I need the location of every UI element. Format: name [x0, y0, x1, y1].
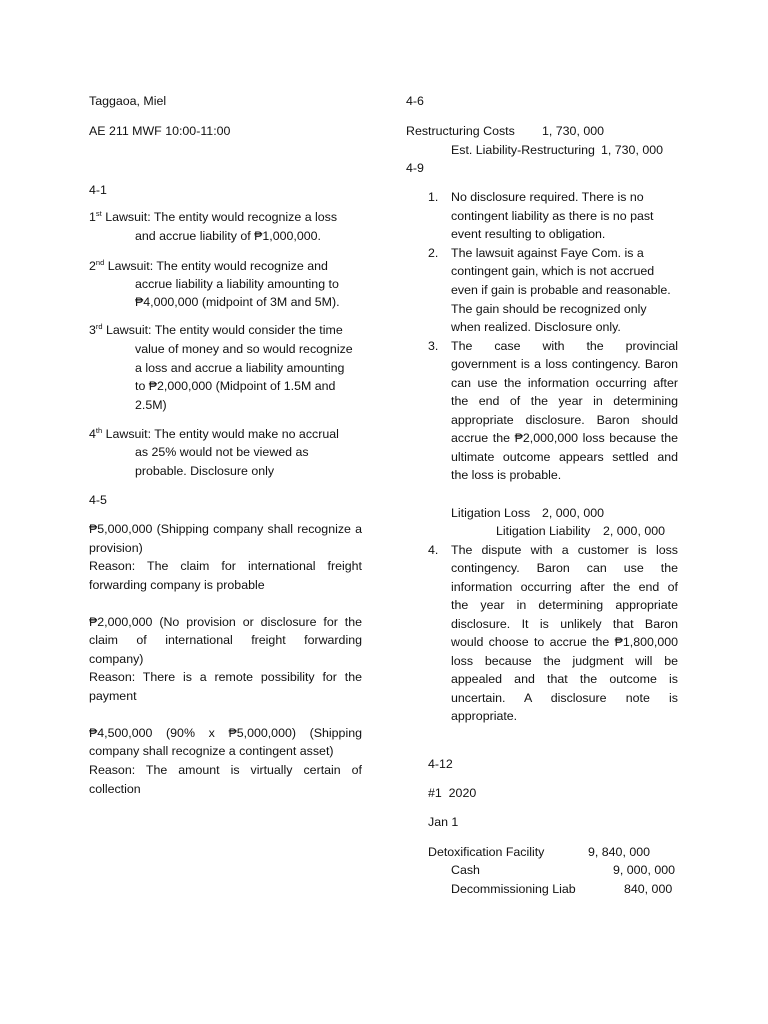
list-number: 3. — [428, 339, 439, 353]
litigation-credit-account: Litigation Liability — [496, 524, 591, 538]
list-item-line: information occurring after the end of — [451, 580, 678, 594]
reason-2-line: Reason: There is a remote possibility for the — [89, 670, 362, 684]
list-item-line: event resulting to obligation. — [451, 227, 606, 241]
liability-credit-account: Decommissioning Liab — [451, 882, 576, 896]
entry-date: Jan 1 — [428, 815, 459, 829]
subheading-year: #1 2020 — [428, 786, 477, 800]
list-item-line: The gain should be recognized only — [451, 302, 647, 316]
litigation-credit-amount: 2, 000, 000 — [603, 524, 666, 538]
heading-4-5: 4-5 — [89, 493, 107, 507]
list-item-line: loss because the judgment will be — [451, 654, 678, 668]
list-item-line: the end of the year in determining — [451, 394, 678, 408]
list-item-line: the year in determining appropriate — [451, 598, 678, 612]
claim-3-line: ₱4,500,000 (90% x ₱5,000,000) (Shipping — [89, 726, 362, 740]
lawsuit-4-cont: as 25% would not be viewed as — [135, 445, 309, 459]
lawsuit-3-cont: 2.5M) — [135, 398, 167, 412]
lawsuit-4-line: 4th Lawsuit: The entity would make no accrual — [89, 426, 339, 441]
journal-credit-account: Est. Liability-Restructuring — [451, 143, 595, 157]
list-item-line: appealed and that the outcome is — [451, 672, 678, 686]
list-item-line: appropriate disclosure. Baron should — [451, 413, 678, 427]
course-schedule: AE 211 MWF 10:00-11:00 — [89, 124, 231, 138]
lawsuit-2-line: 2nd Lawsuit: The entity would recognize and — [89, 258, 328, 273]
lawsuit-3-cont: a loss and accrue a liability amounting — [135, 361, 345, 375]
list-item-line: contingency. Baron can use the — [451, 561, 678, 575]
list-number: 1. — [428, 190, 439, 204]
heading-4-1: 4-1 — [89, 183, 107, 197]
list-item-line: government is a loss contingency. Baron — [451, 357, 678, 371]
lawsuit-1-cont: and accrue liability of ₱1,000,000. — [135, 229, 321, 243]
claim-3-line: company shall recognize a contingent asset) — [89, 744, 334, 758]
litigation-debit-amount: 2, 000, 000 — [542, 506, 605, 520]
list-item-line: even if gain is probable and reasonable. — [451, 283, 671, 297]
list-item-line: uncertain. A disclosure note is — [451, 691, 678, 705]
reason-1-line: forwarding company is probable — [89, 578, 265, 592]
list-item-line: when realized. Disclosure only. — [451, 320, 621, 334]
list-number: 2. — [428, 246, 439, 260]
reason-3-line: collection — [89, 782, 141, 796]
facility-debit-account: Detoxification Facility — [428, 845, 545, 859]
liability-credit-amount: 840, 000 — [624, 882, 673, 896]
list-item-line: contingent liability as there is no past — [451, 209, 654, 223]
facility-debit-amount: 9, 840, 000 — [588, 845, 651, 859]
journal-debit-amount: 1, 730, 000 — [542, 124, 605, 138]
list-item-line: accrue the ₱2,000,000 loss because the — [451, 431, 678, 445]
lawsuit-3-cont: value of money and so would recognize — [135, 342, 353, 356]
lawsuit-2-cont: accrue liability a liability amounting to — [135, 277, 339, 291]
reason-2-line: payment — [89, 689, 137, 703]
lawsuit-1-line: 1st Lawsuit: The entity would recognize a loss — [89, 209, 338, 224]
claim-1-line: ₱5,000,000 (Shipping company shall recognize a — [89, 522, 362, 536]
litigation-debit-account: Litigation Loss — [451, 506, 531, 520]
list-item-line: The lawsuit against Faye Com. is a — [451, 246, 644, 260]
heading-4-9: 4-9 — [406, 161, 424, 175]
heading-4-12: 4-12 — [428, 757, 453, 771]
list-item-line: contingent gain, which is not accrued — [451, 264, 655, 278]
list-item-line: The case with the provincial — [451, 339, 678, 353]
journal-credit-amount: 1, 730, 000 — [601, 143, 664, 157]
list-item-line: the loss is probable. — [451, 468, 562, 482]
claim-2-line: ₱2,000,000 (No provision or disclosure for the — [89, 615, 362, 629]
lawsuit-3-line: 3rd Lawsuit: The entity would consider the time — [89, 322, 343, 337]
list-item-line: appropriate. — [451, 709, 518, 723]
list-item-line: disclosure. It is unlikely that Baron — [451, 617, 678, 631]
claim-2-line: claim of international freight forwarding — [89, 633, 362, 647]
reason-3-line: Reason: The amount is virtually certain of — [89, 763, 362, 777]
list-item-line: would choose to accrue the ₱1,800,000 — [451, 635, 678, 649]
reason-1-line: Reason: The claim for international freight — [89, 559, 362, 573]
heading-4-6: 4-6 — [406, 94, 424, 108]
claim-2-line: company) — [89, 652, 144, 666]
cash-credit-amount: 9, 000, 000 — [613, 863, 676, 877]
list-number: 4. — [428, 543, 439, 557]
list-item-line: The dispute with a customer is loss — [451, 543, 678, 557]
claim-1-line: provision) — [89, 541, 143, 555]
lawsuit-3-cont: to ₱2,000,000 (Midpoint of 1.5M and — [135, 379, 336, 393]
lawsuit-4-cont: probable. Disclosure only — [135, 464, 275, 478]
lawsuit-2-cont: ₱4,000,000 (midpoint of 3M and 5M). — [135, 295, 340, 309]
journal-debit-account: Restructuring Costs — [406, 124, 515, 138]
list-item-line: No disclosure required. There is no — [451, 190, 644, 204]
list-item-line: can use the information occurring after — [451, 376, 678, 390]
list-item-line: ultimate outcome appears settled and — [451, 450, 678, 464]
student-name: Taggaoa, Miel — [89, 94, 167, 108]
cash-credit-account: Cash — [451, 863, 480, 877]
